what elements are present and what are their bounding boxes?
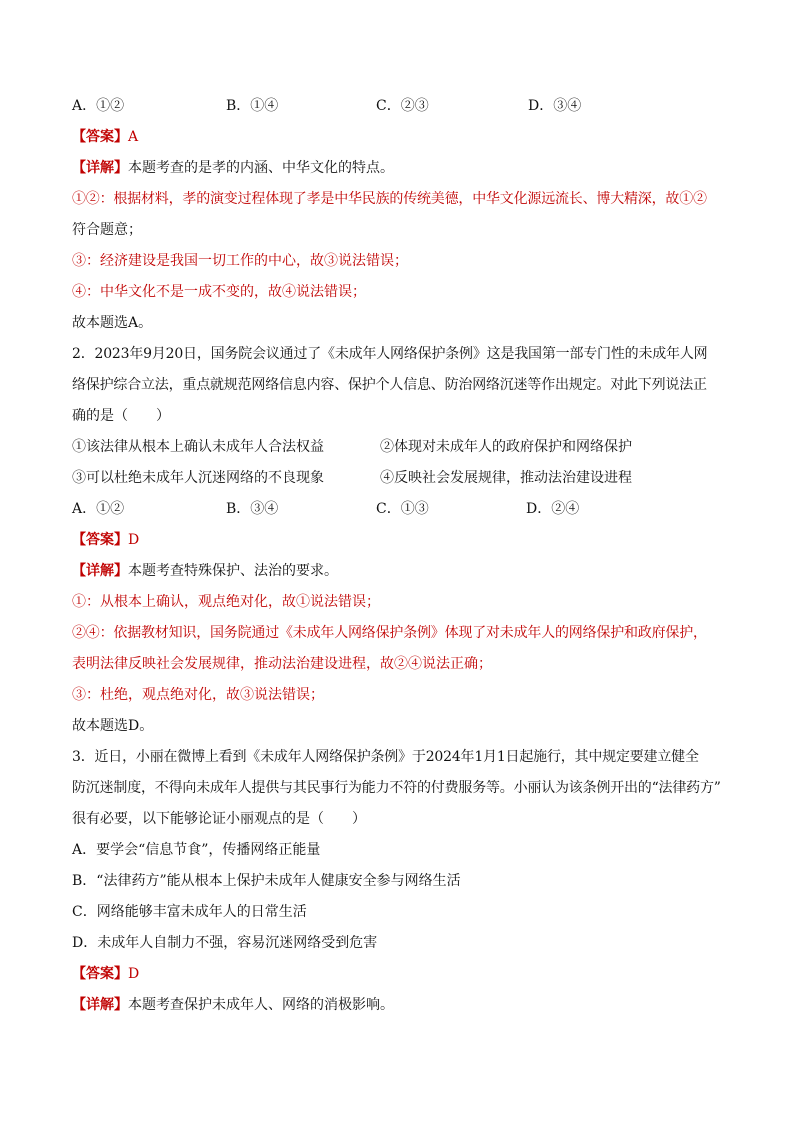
answer-tag: 【答案】 [72, 532, 128, 548]
q3-option-c: C．网络能够丰富未成年人的日常生活 [72, 904, 307, 920]
q1-analysis-line: ④：中华文化不是一成不变的，故④说法错误； [72, 284, 366, 300]
q3-detail-line [72, 995, 722, 1026]
q1-detail-line [72, 158, 722, 189]
document-page [72, 96, 722, 1026]
detail-text: 本题考查的是孝的内涵、中华文化的特点。 [128, 160, 394, 176]
answer-tag: 【答案】 [72, 129, 128, 145]
answer-value: D [128, 532, 140, 548]
q2-answer-line [72, 530, 722, 561]
q2-statement: ③可以杜绝未成年人沉迷网络的不良现象 [72, 470, 324, 486]
q2-conclusion: 故本题选D。 [72, 718, 154, 734]
q2-option-d: D．②④ [526, 501, 580, 517]
q1-option-c: C．②③ [376, 98, 429, 114]
q1-options [72, 96, 722, 127]
q2-option-a: A．①② [72, 501, 125, 517]
q2-statements-row [72, 437, 722, 468]
detail-text: 本题考查特殊保护、法治的要求。 [128, 563, 338, 579]
detail-tag: 【详解】 [72, 997, 128, 1013]
answer-value: D [128, 966, 140, 982]
q3-option-d: D．未成年人自制力不强，容易沉迷网络受到危害 [72, 935, 378, 951]
q2-option-b: B．③④ [226, 501, 279, 517]
q1-answer-line [72, 127, 722, 158]
q1-option-b: B．①④ [226, 98, 279, 114]
q1-option-d: D．③④ [528, 98, 582, 114]
q3-stem-line: 防沉迷制度，不得向未成年人提供与其民事行为能力不符的付费服务等。小丽认为该条例开出的“法律药方” [72, 780, 721, 796]
detail-tag: 【详解】 [72, 160, 128, 176]
q2-analysis-line: ②④：依据教材知识，国务院通过《未成年人网络保护条例》体现了对未成年人的网络保护和政府保护， [72, 625, 707, 641]
q3-stem-line: 3．近日，小丽在微博上看到《未成年人网络保护条例》于2024年1月1日起施行，其中规定要建立健全 [72, 749, 699, 765]
q3-option-b: B．“法律药方”能从根本上保护未成年人健康安全参与网络生活 [72, 873, 461, 889]
q2-statement: ②体现对未成年人的政府保护和网络保护 [380, 439, 632, 455]
answer-tag: 【答案】 [72, 966, 128, 982]
q3-stem-line: 很有必要，以下能够论证小丽观点的是（ ） [72, 811, 366, 827]
q2-options [72, 499, 722, 530]
q2-stem-line: 络保护综合立法，重点就规范网络信息内容、保护个人信息、防治网络沉迷等作出规定。对此下列说法正 [72, 377, 707, 393]
q2-analysis-line: ①：从根本上确认，观点绝对化，故①说法错误； [72, 594, 380, 610]
q1-option-a: A．①② [72, 98, 125, 114]
q1-analysis-line: ③：经济建设是我国一切工作的中心，故③说法错误； [72, 253, 408, 269]
detail-tag: 【详解】 [72, 563, 128, 579]
detail-text: 本题考查保护未成年人、网络的消极影响。 [128, 997, 394, 1013]
q2-analysis-line: 表明法律反映社会发展规律，推动法治建设进程，故②④说法正确； [72, 656, 492, 672]
q2-stem-line: 2．2023年9月20日，国务院会议通过了《未成年人网络保护条例》这是我国第一部专门性的未成年人网 [72, 346, 708, 362]
q1-analysis-line: ①②：根据材料，孝的演变过程体现了孝是中华民族的传统美德，中华文化源远流长、博大精深，故①② [72, 191, 707, 207]
q2-statements-row [72, 468, 722, 499]
q1-conclusion: 故本题选A。 [72, 315, 153, 331]
q2-stem-line: 确的是（ ） [72, 408, 170, 424]
q2-option-c: C．①③ [376, 501, 429, 517]
q2-statement: ④反映社会发展规律，推动法治建设进程 [380, 470, 632, 486]
q3-option-a: A．要学会“信息节食”，传播网络正能量 [72, 842, 321, 858]
q2-detail-line [72, 561, 722, 592]
q1-analysis-line: 符合题意； [72, 222, 142, 238]
q2-analysis-line: ③：杜绝，观点绝对化，故③说法错误； [72, 687, 324, 703]
answer-value: A [128, 129, 139, 145]
q3-answer-line [72, 964, 722, 995]
q2-statement: ①该法律从根本上确认未成年人合法权益 [72, 439, 324, 455]
